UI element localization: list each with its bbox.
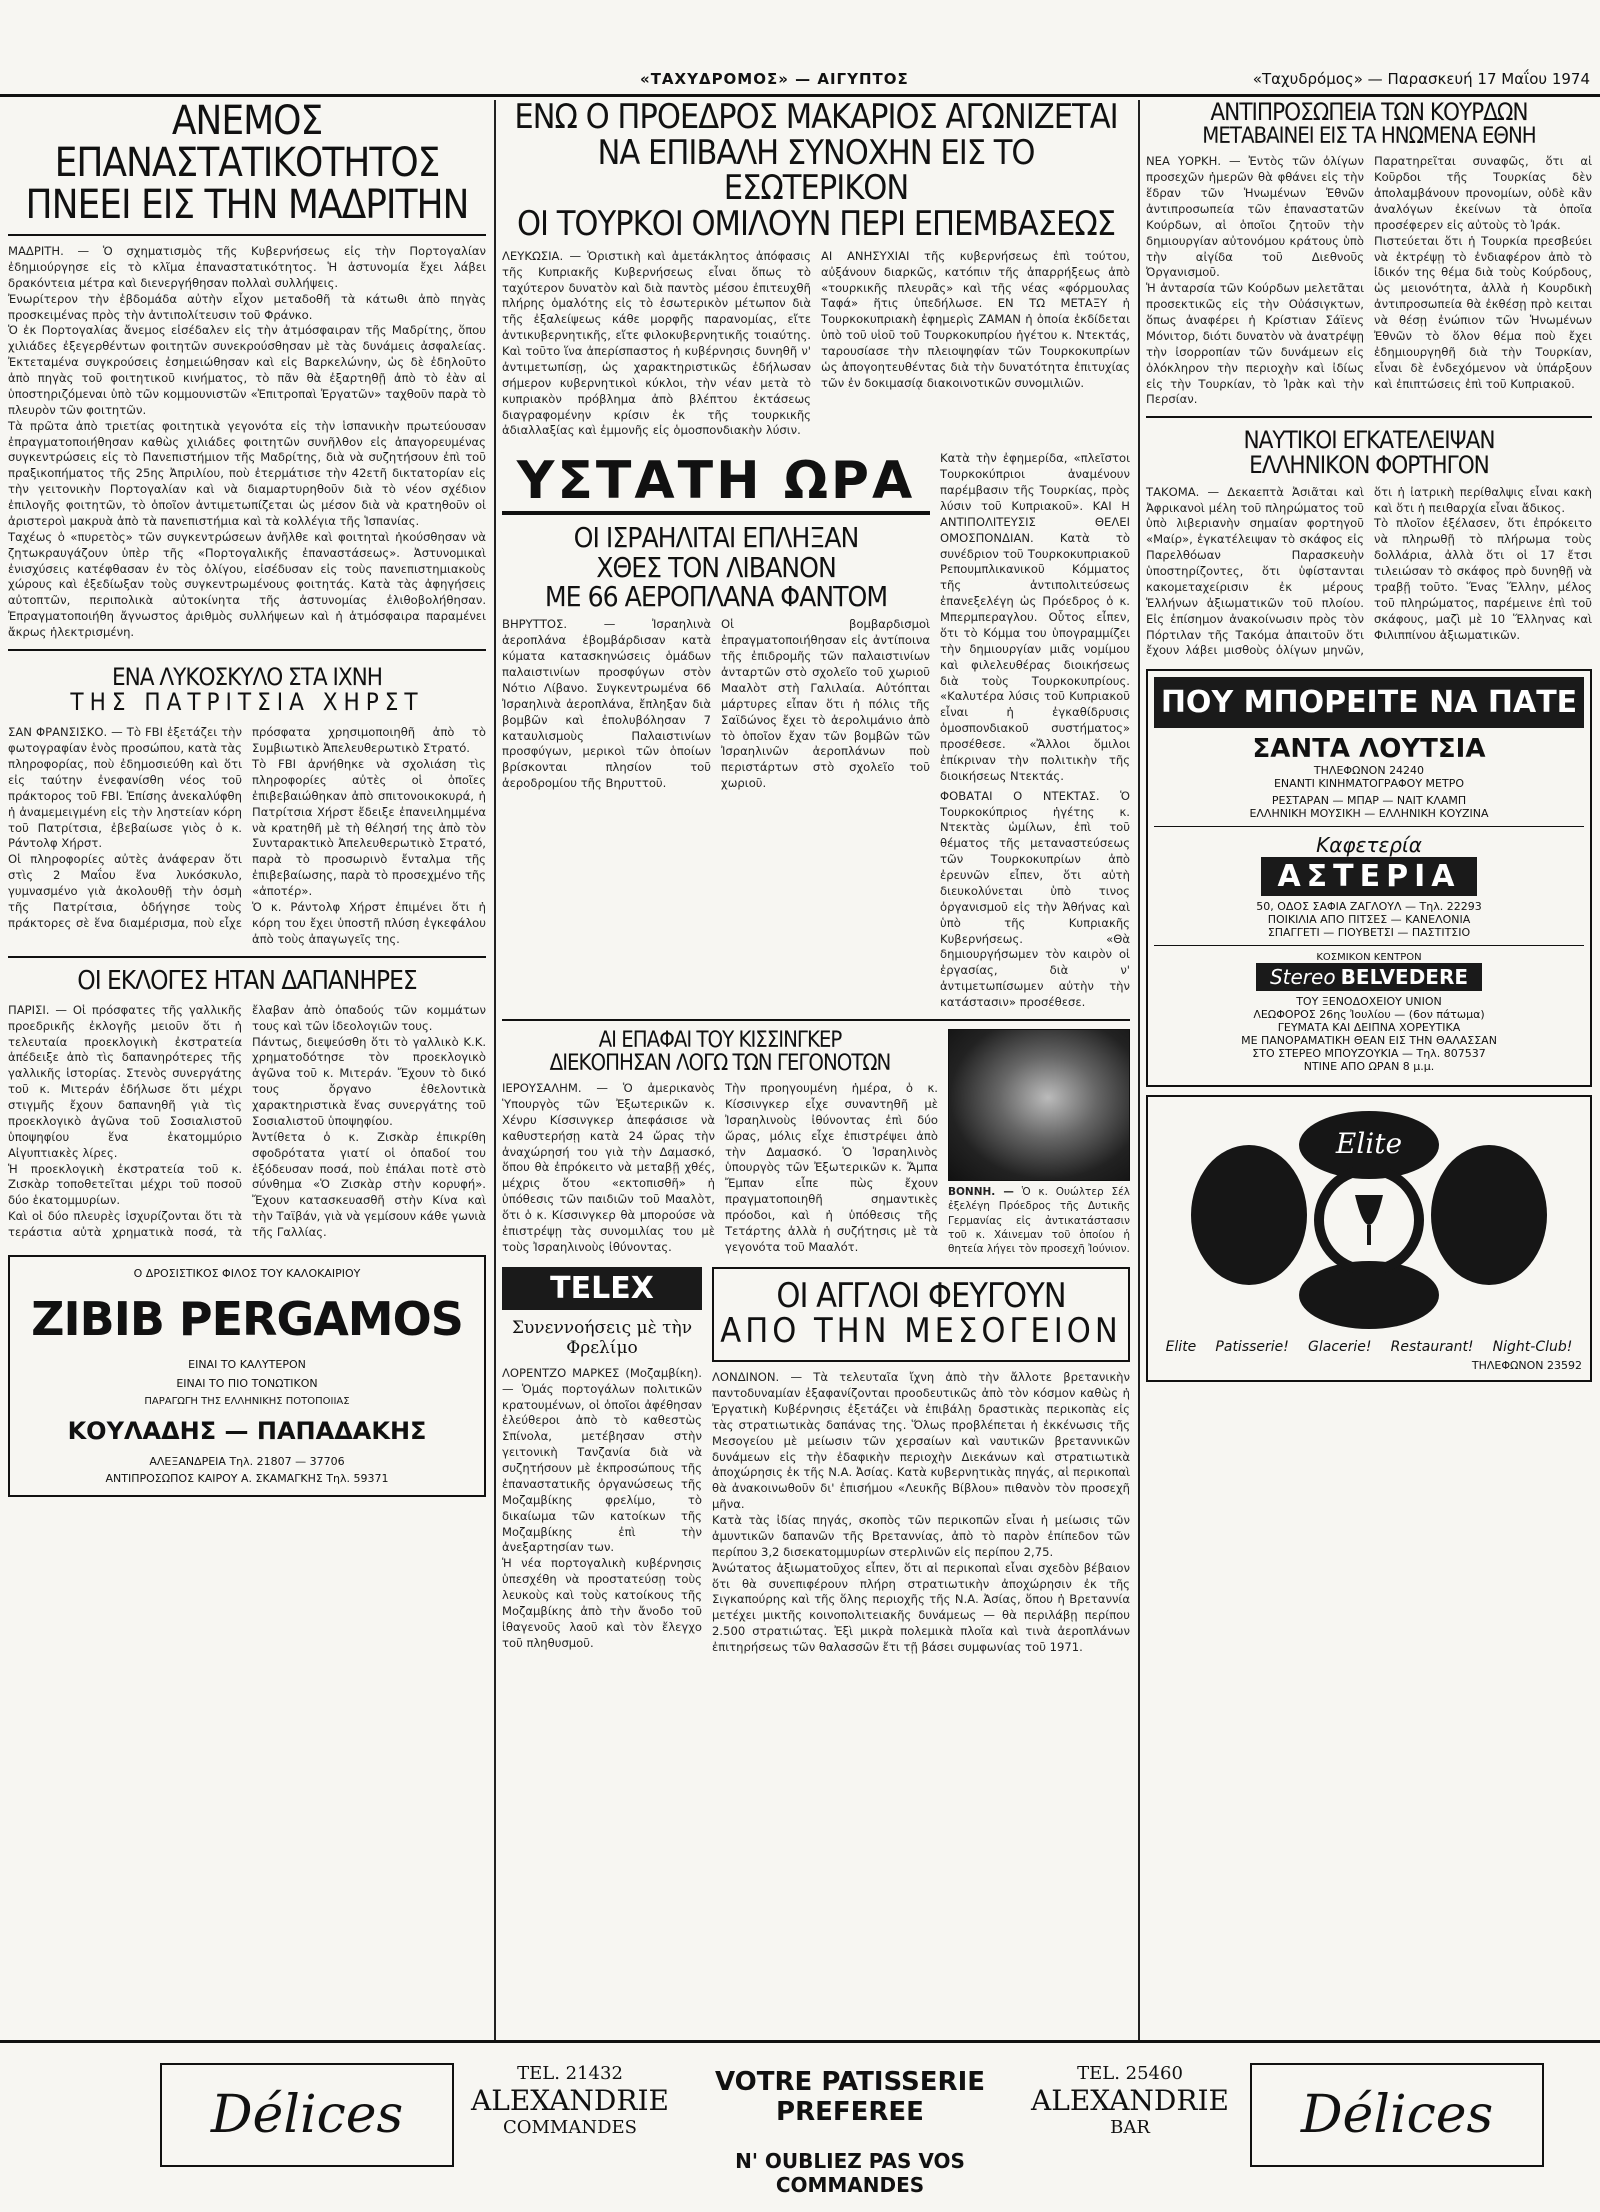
ad-text: Glacerie! [1308,1339,1372,1356]
ad-banner: ΠΟΥ ΜΠΟΡΕΙΤΕ ΝΑ ΠΑΤΕ [1154,677,1584,728]
article-makarios [502,249,1130,440]
article-paragraph: Ταχέως ὁ «πυρετὸς» τῶν συγκεντρώσεων ἀνῆλθε καὶ φοιτηταὶ ἠκούσθησαν νὰ ζητωκραυγάζουν ὑπὲρ τῆς «Πορτογαλικῆς ἐπαναστάσεως». Ἀστυνομικαὶ ἐνισχύσεις κατέφθασαν ἐν τὸς ὀλίγου, εἰσέδυσαν εἰς τοὺς πανεπιστημιακοὺς χώρους καὶ ἐξεδίωξαν τοὺς συγκεντρωμένους φοιτητάς. Κατὰ τὰς ἀφηγήσεις αὐτοπτῶν, περιπολικὰ αὐτοκίνητα τῆς ἀστυνομίας ἐλιθοβολήθησαν. Ἐπραγματοποιήθη ἄγνωστος ἀριθμὸς συλλήψεων καὶ ἡ ἀτμόσφαιρα παραμένει ἄκρως ἠλεκτρισμένη. [8,529,486,639]
column-right [1146,100,1592,1382]
ad-text: ΝΤΙΝΕ ΑΠΟ ΩΡΑΝ 8 μ.μ. [1303,1060,1435,1074]
article-paragraph: ΤΑΚΟΜΑ. — Δεκαεπτὰ Ἀσιᾶται καὶ Ἀφρικανοὶ μέλη τοῦ πληρώματος τοῦ ὑπὸ λιβεριανὴν σημαίαν φορτηγοῦ «Μαίρ», ἐγκατέλειψαν τὸ σκάφος εἰς Παρελθόωαν Παρασκευὴν ὑποστηρίζοντες, ὅτι ὑφίστανται κακομεταχείρισιν ἐκ μέρους Ἑλλήνων ἀξιωματικῶν τοῦ πλοίου. Εἰς ἐπίσημον ἀνακοίνωσιν πρὸς τὸν Πόρτιλαν τῆς Τακόμα ἀπαιτοῦν ὅτι ἔχουν λάβει μισθοὺς ὀλίγων μηνῶν, ὅτι ἡ ἰατρικὴ περίθαλψις εἶναι κακὴ καὶ ὅτι ἡ πειθαρχία εἶναι ἄδικος. [1146,484,1592,658]
ad-text: ΤΗΛΕΦΩΝΟΝ 23592 [1471,1359,1582,1373]
article-paragraph: Ἀντίθετα ὁ κ. Ζισκὰρ ἐπικρίθη σφοδρότατα γιατί οἱ ὀπαδοί του ἐξόδευσαν ποσά, ποὺ ἐπάλαι ποτὲ στὸ σύνθημα «Ὁ Ζισκὰρ στὴν κορυφή». Ἔχουν κατασκευασθῆ στὴν Κίνα καὶ τὴν Ταϊβάν, γιὰ νὰ γεμίσουν κάθε γωνιὰ τῆς Γαλλίας. [252,1129,486,1240]
article-paragraph: ΛΟΝΔΙΝΟΝ. — Τὰ τελευταῖα ἴχνη ἀπὸ τὴν ἄλλοτε βρετανικὴν παντοδυναμίαν ἐξαφανίζονται προοδευτικῶς ἀπὸ τὸν κόσμον καθὼς ἡ Ἐργατικὴ Κυβέρνησις ἐξετάζει νὰ ἐπιβάλῃ δραστικὰς περικοπὰς εἰς τὰς στρατιωτικὰς δαπάνας της. Ὅλως προβλέπεται ἡ ἐκκένωσις τῆς Μεσογείου μὲ μείωσιν τῶν χερσαίων καὶ ναυτικῶν βρεταννικῶν δυνάμεων εἰς τὴν ἐδαφικὴν περιοχὴν Διεκάνων καὶ στρατιωτικὰ ἀποχώρησις ἐκ τῆς Ν.Α. Ἀσίας. Κατὰ κυβερνητικὰς πηγάς, αἱ περικοπαὶ θὰ ἀνακοινωθοῦν δι' ἐπισήμου «Λευκῆς Βίβλου» πιθανὸν τὸν προσεχῆ μῆνα. [712,1370,1130,1512]
ad-text: TEL. 21432 [517,2063,623,2084]
masthead [0,64,1600,97]
telex-block [502,1267,702,1656]
article-paragraph: ΜΑΔΡΙΤΗ. — Ὁ σχηματισμὸς τῆς Κυβερνήσεως εἰς τὴν Πορτογαλίαν ἐδημιούργησε εἰς τὸ κλῖμα ἐπαναστατικότητος. Ἡ ἀστυνομία ἔχει λάβει δρακόντεια μέτρα καὶ διενεργήθησαν πολλαὶ συλλήψεις. [8,244,486,290]
article-paragraph: Οἱ πληροφορίες αὐτὲς ἀνάφεραν ὅτι στὶς 2 Μαΐου ἕνα λυκόσκυλο, γυμνασμένο γιὰ ἀκολουθῇ τὴν ὀσμὴ τῆς Πατρίτσια, ὁδήγησε τοὺς πράκτορες σὲ ἕνα διαμέρισμα, ποὺ εἶχε πρόσφατα χρησιμοποιηθῆ ἀπὸ τὸ Συμβιωτικὸ Ἀπελευθερωτικὸ Στρατό. [8,725,486,930]
ad-text: ΕΙΝΑΙ ΤΟ ΚΑΛΥΤΕΡΟΝ [188,1357,306,1371]
article-paragraph: ΛΕΥΚΩΣΙΑ. — Ὁριστικὴ καὶ ἀμετάκλητος ἀπόφασις τῆς Κυπριακῆς Κυβερνήσεως εἶναι ὅπως τὸ ταχύτερον δυνατὸν καὶ διὰ παντὸς μέσου ἐπιτευχθῆ πλήρης ὁμαλότης εἰς τὸ ἐσωτερικὸν μέτωπον διὰ τῆς ἐξαλείψεως κάθε μορφῆς παρανομίας, εἴτε ἀντικυβερνητικῆς, εἴτε φιλοκυβερνητικῆς τοιαύτης. Καὶ τοῦτο ἵνα ἀπερίσπαστος ἡ κυβέρνησις δυνηθῆ ν' ἀντιμετωπίσῃ, ὡς χαρακτηριστικῶς ἐδήλωσαν σήμερον κυβερνητικοὶ κύκλοι, τὴν νέαν μετὰ τὸ κυπριακὸν πρόβλημα ἀπὸ βλέπτου ἐκτάσεως διαγραφομένην κρίσιν ἐκ τῆς τουρκικῆς ἀδιαλλαξίας καὶ ἐμμονῆς εἰς ὁμοσπονδιακὴν λύσιν. [502,248,811,438]
late-news-block [502,451,930,1011]
ad-text: COMMANDES [502,2117,638,2138]
masthead-title: «ΤΑΧΥΔΡΟΜΟΣ» — ΑΙΓΥΠΤΟΣ [640,70,909,88]
late-news-banner: ΥΣΤΑΤΗ ΩΡΑ [502,451,930,515]
article-headline: ΟΙ ΤΟΥΡΚΟΙ ΟΜΙΛΟΥΝ ΠΕΡΙ ΕΠΕΜΒΑΣΕΩΣ [516,204,1116,245]
ad-belvedere [1154,946,1584,1079]
article-hearst [8,662,486,948]
masthead-date: «Ταχυδρόμος» — Παρασκευή 17 Μαΐου 1974 [1252,70,1590,88]
article-kurds [1146,100,1592,408]
ad-text: 50, ΟΔΟΣ ΣΑΦΙΑ ΖΑΓΛΟΥΛ — Τηλ. 22293 [1256,900,1482,914]
telex-banner: TELEX [502,1267,702,1310]
article-paragraph: Ἡ προεκλογικὴ ἐκστρατεία τοῦ κ. Ζισκὰρ τοποθετεῖται μέχρι τοῦ ποσοῦ δύο ἑκατομμυρίων. [8,1161,242,1208]
article-headline: ΝΑ ΕΠΙΒΑΛΗ ΣΥΝΟΧΗΝ ΕΙΣ ΤΟ ΕΣΩΤΕΡΙΚΟΝ [597,132,1035,209]
delices-logo: Délices [160,2063,454,2167]
article-paragraph: Καὶ οἱ δύο πλευρὲς ἰσχυρίζονται ὅτι τὰ τεράστια αὐτὰ χρηματικὰ ποσά, τὰ ἔλαβαν ἀπὸ ὀπαδούς τῶν κομμάτων τους καὶ τῶν ἰδεολογιῶν τους. [8,1002,486,1240]
ad-text: ΕΝΑΝΤΙ ΚΙΝΗΜΑΤΟΓΡΑΦΟΥ ΜΕΤΡΟ [1273,777,1464,791]
ad-text: ΑΛΕΞΑΝΔΡΕΙΑ Τηλ. 21807 — 37706 [149,1454,345,1468]
ad-where-to-go [1146,669,1592,1087]
article-headline: ΔΙΕΚΟΠΗΣΑΝ ΛΟΓΩ ΤΩΝ ΓΕΓΟΝΟΤΩΝ [549,1050,891,1076]
article-paragraph: Τὴν προηγουμένη ἡμέρα, ὁ κ. Κίσσινγκερ εἶχε συναντηθῆ μὲ Ἰσραηλινοὺς ἰθύνοντας ἐπὶ δύο ὥρας, μόλις εἶχε ἐπιστρέψει ἀπὸ τὴν Δαμασκό. Ὁ Ἰσραηλινὸς ὑπουργὸς τῶν Ἐξωτερικῶν κ. Ἄμπα Ἔμπαν εἶπε πὼς ἔχουν πραγματοποιηθῆ σημαντικὲς πρόοδοι, καὶ ἡ ὑπόθεσις τῆς Τετάρτης ἀλλὰ ἡ συζήτησις μὲ τὰ γεγονότα τοῦ Μααλότ. [725,1081,938,1254]
article-paragraph: Παρατηρεῖται συναφῶς, ὅτι αἱ Κοῦρδοι τῆς Τουρκίας δὲν ἀπολαμβάνουν προνομίων, οὐδὲ κἂν ἀναλόγων ἐκείνων τὰ ὁποῖα προσέφερεν εἰς αὐτοὺς τὸ Ἰράκ. [1374,154,1592,232]
article-paragraph: Πάντως, διεψεύσθη ὅτι τὸ γαλλικὸ Κ.Κ. χρηματοδότησε τὸν προεκλογικὸ ἀγῶνα τοῦ κ. Μιτεράν. Ἔχουν τὸ δικό τους ὄργανο ἐθελοντικὰ χαρακτηριστικὰ ἕνας συνεργάτης τοῦ Σοσιαλιστοῦ ὑποψηφίου. [252,1034,486,1128]
article-paragraph: Ὁ ἐκ Πορτογαλίας ἄνεμος εἰσέδαλεν εἰς τὴν ἀτμόσφαιραν τῆς Μαδρίτης, ὅπου χιλιάδες ἐξεγερθέντων φοιτητῶν συνεκρούσθησαν μὲ τὰς δυνάμεις ἀσφαλείας. Ἐκτεταμένα συγκρούσεις ἐσημειώθησαν καὶ εἰς Βαρκελώνην, ὡς δὲ ἐδηλοῦτο ἀπὸ πηγὰς τοῦ φοιτητικοῦ κινήματος, τὸ πᾶν θὰ ἐξαρτηθῇ ἀπὸ τὸ ἐὰν αἱ ὑποστηριζόμεναι ὑπὸ τῶν κομμουνιστῶν «Ἐπιτροπαὶ Ἐργατῶν» ταχθοῦν παρὰ τὸ πλευρὸν τῶν φοιτητῶν. [8,323,486,417]
ad-text: Patisserie! [1215,1339,1289,1356]
article-paragraph: ΠΑΡΙΣΙ. — Οἱ πρόσφατες τῆς γαλλικῆς προεδρικῆς ἐκλογῆς μειοῦν ὅτι ἡ τελευταία προεκλογικὴ ἐκστρατεία ἀπέδειξε ἀπὸ τὶς δαπανηρότερες τῆς γαλλικῆς ἱστορίας. Στενὸς συνεργάτης τοῦ κ. Μιτεράν ἐδήλωσε ὅτι μέχρι στιγμῆς ἔχουν δαπανηθῆ γιὰ τὶς προεκλογικὸ ἀγῶνα τοῦ Σοσιαλιστοῦ ὑποψηφίου ἕνα ἑκατομμύριο Αἰγυπτιακὲς λίρες. [8,1002,242,1160]
article-paragraph: Ἀνώτατος ἀξιωματοῦχος εἶπεν, ὅτι αἱ περικοπαὶ εἶναι σχεδὸν βέβαιον ὅτι θὰ συνεπιφέρουν πλήρη στρατιωτικὴν ἀποχώρησιν ἐκ τῆς Σιγκαπούρης καὶ τῆς ὅλης περιοχῆς τῆς Ν.Α. Ἀσίας, ὅπου ἡ Βρεταννία μετέχει μικτῆς κοινοπολιτειακῆς δυνάμεως — θὰ περιλάβῃ περίπου 2.500 στρατιώτας. Ἐξὶ μικρὰ πολεμικὰ πλοῖα καὶ τινὰ ἀεροπλάνων ἐπιτηρήσεως τῶν θαλασσῶν ἔτι τῇ βάσει συμφωνίας τοῦ 1971. [712,1560,1130,1654]
column-divider [494,100,496,2040]
article-headline: ΟΙ ΙΣΡΑΗΛΙΤΑΙ ΕΠΛΗΞΑΝ [573,521,859,555]
column-divider [1138,100,1140,2040]
article-headline: ΕΝΩ Ο ΠΡΟΕΔΡΟΣ ΜΑΚΑΡΙΟΣ ΑΓΩΝΙΖΕΤΑΙ [514,97,1118,137]
article-paragraph: Τὸ πλοῖον ἐξέλασεν, ὅτι ἐπρόκειτο νὰ πληρωθῇ τὸ πλήρωμα τοὺς δολλάρια, ἀλλὰ ὅτι οἱ 17 ἔτσι τιλειώσαν τὸ σκάφος πρὸ δυνηθῇ νὰ τραβῇ τοῦτο. Ἕνας Ἕλλην, μέλος τοῦ πληρώματος, παρέμεινε ἐπὶ τοῦ σκάφους, μαζὶ μὲ 10 Ἕλληνας καὶ Φιλιππίνου ἀξιωματικῶν. [1374,516,1592,642]
ad-text: ΜΕ ΠΑΝΟΡΑΜΑΤΙΚΗ ΘΕΑΝ ΕΙΣ ΤΗΝ ΘΑΛΑΣΣΑΝ [1241,1034,1497,1048]
portrait-photo [948,1029,1130,1181]
ad-text: ΠΟΙΚΙΛΙΑ ΑΠΟ ΠΙΤΣΕΣ — ΚΑΝΕΛΟΝΙΑ [1267,913,1471,927]
photo-block [948,1029,1130,1257]
article-paragraph: ΝΕΑ ΥΟΡΚΗ. — Ἐντὸς τῶν ὀλίγων προσεχῶν ἡμερῶν θὰ φθάνει εἰς τὴν ἕδραν τῶν Ἡνωμένων Ἐθνῶν ἀντιπροσωπεία τῶν ἐπαναστατῶν Κούρδων, αἱ ὁποῖοι ζητοῦν τὴν δημιουργίαν αὐτονόμου κράτους ὑπὸ τὴν αἰγίδα τοῦ Διεθνοῦς Ὀργανισμοῦ. [1146,154,1364,280]
article-headline: ΟΙ ΕΚΛΟΓΕΣ ΗΤΑΝ ΔΑΠΑΝΗΡΕΣ [77,965,417,996]
article-headline: ΝΑΥΤΙΚΟΙ ΕΓΚΑΤΕΛΕΙΨΑΝ [1243,426,1495,455]
article-headline: ΜΕ 66 ΑΕΡΟΠΛΑΝΑ ΦΑΝΤΟΜ [544,580,888,614]
ad-text: VOTRE PATISSERIE PREFEREE [714,2067,986,2127]
article-headline: ΑΝΤΙΠΡΟΣΩΠΕΙΑ ΤΩΝ ΚΟΥΡΔΩΝ [1210,98,1528,126]
article-headline: ΟΙ ΑΓΓΛΟΙ ΦΕΥΓΟΥΝ [776,1275,1066,1316]
ad-text: ALEXANDRIE [1031,2084,1229,2117]
article-kissinger [502,1029,938,1257]
ad-text: Night-Club! [1492,1339,1573,1356]
article-elections [8,965,486,1241]
article-headline: ΧΘΕΣ ΤΟΝ ΛΙΒΑΝΟΝ [596,550,836,584]
article-paragraph: Ἡ ἀνταρσία τῶν Κούρδων μελετᾶται προσεκτικῶς εἰς τὴν Οὐάσιγκτων, ὅπως ἀναφέρει ἡ Κρίστιαν Σάϊενς Μόνιτορ, διότι δυνατὸν νὰ ἀνατρέψῃ τὴν ἰσορροπίαν τῶν δυνάμεων εἰς ὁλόκληρον τὴν περιοχὴν καὶ ἰδίως εἰς τὴν Τουρκίαν, τὸ Ἰρὰκ καὶ τὴν Περσίαν. [1146,281,1364,407]
ad-text: ΑΝΤΙΠΡΟΣΩΠΟΣ ΚΑΙΡΟΥ Α. ΣΚΑΜΑΓΚΗΣ Τηλ. 59371 [105,1471,389,1485]
article-headline: ΑΠΟ ΤΗΝ ΜΕΣΟΓΕΙΟΝ [720,1311,1122,1352]
article-paragraph: ΦΟΒΑΤΑΙ Ο ΝΤΕΚΤΑΣ. Ὁ Τουρκοκύπριος ἡγέτης κ. Ντεκτὰς ὡμίλων, ἐπὶ τοῦ θέματος τῆς μεταναστεύσεως τῶν Τουρκοκυπρίων ἀπὸ ἐρευνῶν εἶπεν, ὅτι αὐτὴ διευκολύνεται ὑπὸ τινος ὀργανισμοῦ εἰς τὴν Ἀθήνας καὶ ὑπὸ τῆς Κυπριακῆς Κυβερνήσεως. «Θὰ δημιουργήσωμεν τὸν καιρὸν οἱ ἐργασίας, διὰ ν' ἀντιμετωπίσωμεν αὐτὴν τὴν κατάστασιν» προσέθεσε. [940,788,1130,1009]
article-headline: ΕΝΑ ΛΥΚΟΣΚΥΛΟ ΣΤΑ ΙΧΝΗ [111,662,383,691]
article-sailors [1146,428,1592,659]
ad-script: Καφετερία [1316,833,1422,858]
article-paragraph: ΛΟΡΕΝΤΖΟ ΜΑΡΚΕΣ (Μοζαμβίκη). — Ὁμάς πορτογάλων πολιτικῶν κρατουμένων, οἱ ὁποῖοι ἀφέθησαν ἐλεύθεροι ἀπὸ τὸ καθεστὼς Σπίνολα, μετέβησαν στὴν γειτονικὴ Τανζανία διὰ νὰ συζητήσουν μὲ ἐκπροσώπους τῆς ἐπαναστατικῆς ὀργανώσεως τῆς Μοζαμβίκης φρελίμο, τὸ δικαίωμα τῶν κατοίκων τῆς Μοζαμβίκης ἐπὶ τὴν ἀνεξαρτησίαν των. [502,1365,702,1555]
ad-text: ΣΠΑΓΓΕΤΙ — ΓΙΟΥΒΕΤΣΙ — ΠΑΣΤΙΤΣΙΟ [1267,926,1471,940]
article-paragraph: Οἱ βομβαρδισμοὶ ἐπραγματοποιήθησαν εἰς ἀντίποινα τῆς ἐπιδρομῆς τῶν παλαιστινίων ἀνταρτῶν στὸ σχολεῖο τοῦ χωριοῦ Μααλὸτ στὴ Γαλιλαία. Αὐτόπται μάρτυρες εἶπαν ὅτι ἡ πόλις τῆς Σαϊδώνος ἔχει τὸ ἀερολιμάνιο ἀπὸ τὸ ὁποῖον ἔχαν τῶν βομβῶν τῶν Ἰσραηλινῶν ἀεροπλάνων ποὺ περιστάρτων στὸ σχολεῖο τοῦ χωριοῦ. [721,617,930,791]
ad-text: Ο ΔΡΟΣΙΣΤΙΚΟΣ ΦΙΛΟΣ ΤΟΥ ΚΑΛΟΚΑΙΡΙΟΥ [133,1266,361,1280]
ad-text: TEL. 25460 [1077,2063,1183,2084]
photo-caption-title: ΒΟΝΝΗ. — [948,1185,1014,1198]
article-paragraph: Ὁ κ. Ράντολφ Χήρστ ἐπιμένει ὅτι ἡ κόρη του ἔχει ὑποστῆ πλύση ἐγκεφάλου ἀπὸ τοὺς ἀπαγωγεῖς της. [252,899,486,946]
article-headline: ΑΙ ΕΠΑΦΑΙ ΤΟΥ ΚΙΣΣΙΝΓΚΕΡ [598,1027,842,1053]
ad-zibib [8,1255,486,1497]
ad-text: ΡΕΣΤΑΡΑΝ — ΜΠΑΡ — ΝΑΙΤ ΚΛΑΜΠ [1271,794,1467,808]
column-left [8,100,486,1497]
article-headline: ΤΗΣ ΠΑΤΡΙΤΣΙΑ ΧΗΡΣΤ [70,688,424,717]
article-headline: ΠΝΕΕΙ ΕΙΣ ΤΗΝ ΜΑΔΡΙΤΗΝ [25,182,469,228]
article-paragraph: Κατὰ τὴν ἐφημερίδα, «πλεῖστοι Τουρκοκύπριοι ἀναμένουν παρέμβασιν τῆς Τουρκίας, πρὸς λύσιν τοῦ Κυπριακοῦ». ΚΑΙ Η ΑΝΤΙΠΟΛΙΤΕΥΣΙΣ ΘΕΛΕΙ ΟΜΟΣΠΟΝΔΙΑΝ. Κατὰ τὸ συνέδριον τοῦ Τουρκοκυπριακοῦ Ρεπουμπλικανικοῦ Κόμματος τῆς ἀντιπολιτεύσεως ἐπανεξελέγη ὡς Πρόεδρος ὁ κ. Μπερμπεραγλου. Οὗτος εἶπεν, ὅτι τὸ Κόμμα του ὑπογραμμίζει τὴν δημιουργίαν μιᾶς νομίμου καὶ φιλελευθέρας διοικήσεως διὰ τοὺς Τουρκοκυπρίους. «Καλυτέρα λύσις τοῦ Κυπριακοῦ εἶναι ἡ ἐγκαθίδρυσις ὁμοσπονδιακοῦ συστήματος» προσέθεσε. «Ἄλλοι ὅμιλοι ἐπίκριναν τὴν πολιτικὴν τῆς διοικήσεως Ντεκτάς. [940,451,1130,783]
article-paragraph: Τὰ πρῶτα ἀπὸ τριετίας φοιτητικὰ γεγονότα εἰς τὴν ἱσπανικὴν πρωτεύουσαν ἐπραγματοποιήθησαν καθὼς χιλιάδες φοιτητῶν συνῆλθον εἰς ἀπαγορευμένας συγκεντρώσεις εἰς τὸ Πανεπιστήμιον τῆς Μαδρίτης, διὰ νὰ συζητήσουν ἐπὶ τοῦ πραξικοπήματος τῆς 25ης Ἀπριλίου, ποὺ ἐτερμάτισε τὴν 42ετῆ δικτατορίαν εἰς τὴν γειτονικὴν Πορτογαλίαν καὶ νὰ διαμαρτυρηθοῦν διὰ τὸ νέον σχέδιον ἐπιλογῆς φοιτητῶν, τὸ ὁποῖον ἀντιμετωπίζεται ὡς μέσον διὰ νὰ κρατηθοῦν οἱ ἀριστεροὶ μακρυὰ ἀπὸ τὰ πανεπιστήμια καὶ τὰ κολλέγια τῆς Ἱσπανίας. [8,418,486,528]
article-paragraph: ΣΑΝ ΦΡΑΝΣΙΣΚΟ. — Τὸ FBI ἐξετάζει τὴν φωτογραφίαν ἑνὸς προσώπου, κατὰ τὰς πληροφορίας, ποὺ ἐδημοσιεύθη καὶ ὅτι εἰς ταύτην ἐνεφανίσθη νέος τοῦ πράκτορος τοῦ FBI. Ἐπίσης ἀνεκαλύφθη ἡ ἀναμεμειγμένη εἰς τὴν ληστείαν κόρη τοῦ Πατρίτσια, ἐβεβαίωσε γιὸς ὁ κ. Ράντολφ Χήρστ. [8,725,242,851]
delices-logo: Délices [1250,2063,1544,2167]
ad-text: ΛΕΩΦΟΡΟΣ 26ης Ἰουλίου — (6ον πάτωμα) [1253,1008,1485,1022]
ad-asteria [1154,827,1584,946]
ad-santa-lucia [1154,728,1584,827]
telex-subhead: Συνεννοήσεις μὲ τὴν Φρελίμο [511,1317,693,1358]
ad-text: ΣΤΟ ΣΤΕΡΕΟ ΜΠΟΥΖΟΥΚΙΑ — Τηλ. 807537 [1252,1047,1486,1061]
ad-text: ΠΑΡΑΓΩΓΗ ΤΗΣ ΕΛΛΗΝΙΚΗΣ ΠΟΤΟΠΟΙΙΑΣ [144,1395,350,1407]
article-headline: ΕΛΛΗΝΙΚΟΝ ΦΟΡΤΗΓΟΝ [1249,451,1489,480]
article-paragraph: Ἡ νέα πορτογαλικὴ κυβέρνησις ὑπεσχέθη νὰ προστατεύσῃ τοὺς λευκοὺς καὶ τοὺς κατοίκους τῆς Μοζαμβίκης ἀπὸ τὴν ἄνοδο τοῦ ἰθαγενοῦς λαοῦ καὶ τὸν ἔλεγχο τοῦ πληθυσμοῦ. [502,1556,702,1650]
article-paragraph: Τὸ FBI ἀρνήθηκε νὰ σχολιάση τὶς πληροφορίες αὐτὲς οἱ ὁποῖες ἐπιβεβαιώθηκαν ἀπὸ σπιτονοικοκυρά, ἡ Πατρίτσια Χήρστ ἔδειξε ἐπανειλημμένα νὰ κρατηθῆ μὲ τὴ θέλησή της ἀπὸ τὸν Συνταρακτικὸ Ἀπελευθερωτικὸ Στρατό, παρὰ τὸ προσωρινὸ ἔνταλμα τῆς ἐπιβεβαίωσης, παρὰ τὸ προσεχμένο τῆς «ἀποτέρ». [252,757,486,898]
article-headline: ΜΕΤΑΒΑΙΝΕΙ ΕΙΣ ΤΑ ΗΝΩΜΕΝΑ ΕΘΝΗ [1202,124,1536,150]
article-paragraph: ΑΙ ΑΝΗΣΥΧΙΑΙ τῆς κυβερνήσεως ἐπὶ τούτου, αὐξάνουν διαρκῶς, κατόπιν τῆς ἀπαρρήξεως ἀπὸ «τουρκικῆς πλευρᾶς» καὶ τῆς νέας «φόρμουλας Ταφά» ἥτις ὑπεδήλωσε. ΕΝ ΤΩ ΜΕΤΑΞΥ ἡ Τουρκοκυπριακὴ ἐφημερὶς ΖΑΜΑΝ ἡ ὁποία ἐκδίδεται ὑπὸ τοῦ υἱοῦ τοῦ Τουρκοκυπρίου ἡγέτου κ. Ντεκτάς, ταρουσίασε τὴν πλειοψηφίαν τῶν Τουρκοκυπρίων ὡς ἀπογοητευθέντας διὰ τὴν δυνατότητα ἐπιτυχίας τῶν ἐν δοκιμασίᾳ διακοινοτικῶν συνομιλιῶν. [821,248,1130,390]
ad-text: Elite [1165,1339,1197,1356]
ad-text: ΕΙΝΑΙ ΤΟ ΠΙΟ ΤΟΝΩΤΙΚΟΝ [176,1376,318,1390]
ad-name: ΣΑΝΤΑ ΛΟΥΤΣΙΑ [1252,734,1486,765]
elite-logo-art [1159,1105,1579,1335]
ad-text: ΤΗΛΕΦΩΝΟΝ 24240 [1313,764,1425,778]
ad-text: ΚΟΣΜΙΚΟΝ ΚΕΝΤΡΟΝ [1316,952,1422,964]
ad-text: BAR [1110,2117,1150,2138]
article-paragraph: Πιστεύεται ὅτι ἡ Τουρκία πρεσβεύει νὰ ἐκτρέψῃ τὸ ἐνδιαφέρον ἀπὸ τὸ ἰδικόν της θέμα διὰ τοὺς Κούρδους, ὡς μειονότητα, ἀλλὰ ἡ Κουρδικὴ ἀντιπροσωπεία θὰ ἐκθέσῃ πρὸ κειται νὰ θέσῃ ἐνώπιον τῶν Ἡνωμένων Ἐθνῶν τὸ ὅλον θέμα ποὺ ἔχει ἐδημιουργηθῆ διὰ τὴν Τουρκίαν, εἶναι δὲ ἐνδεχόμενον νὰ ὑπάρξουν καὶ ἐπιπτώσεις ἐπὶ τοῦ Κυπριακοῦ. [1374,233,1592,391]
article-paragraph: Κατὰ τὰς ἰδίας πηγάς, σκοπὸς τῶν περικοπῶν εἶναι ἡ μείωσις τῶν ἀμυντικῶν δαπανῶν τῆς Βρεταννίας, ἀπὸ τὸ παρὸν ἐπίπεδον τῶν περίπου 3,2 δισεκατομμυρίων στερλινῶν εἰς περίπου 2,75. [712,1513,1130,1559]
ad-name: BELVEDERE [1340,965,1469,990]
article-paragraph: ΒΗΡΥΤΤΟΣ. — Ἰσραηλινὰ ἀεροπλάνα ἐβομβάρδισαν κατὰ κύματα κατασκηνώσεις ὁμάδων παλαιστινίων προσφύγων στὸν Νότιο Λίβανο. Συγκεντρωμένα 66 Ἰσραηλινὰ ἀεροπλάνα, ἔπληξαν διὰ βομβῶν καὶ ἐπολυβόλησαν 7 καταυλισμοὺς Παλαιστινίων προσφύγων, μερικοὶ τῶν ὁποίων βρίσκονται πλησίον τοῦ ἀεροδρομίου τῆς Βηρυττοῦ. [502,617,711,791]
ad-elite [1146,1095,1592,1382]
footer-ad [0,2040,1600,2203]
article-paragraph: ΙΕΡΟΥΣΑΛΗΜ. — Ὁ ἀμερικανὸς Ὑπουργὸς τῶν Ἐξωτερικῶν κ. Χένρυ Κίσσινγκερ ἀπεφάσισε νὰ καθυστερήσῃ κατὰ 24 ὥρας τὴν ἀναχώρησή του γιὰ τὴν Δαμασκό, ὅπου θὰ ἐπρόκειτο νὰ μεταβῇ χθές, μέχρις ὅτου «εκτοπισθῆ» ἡ ὑπόθεσις τῶν παιδιῶν τοῦ Μααλὸτ, ὅτι ὁ κ. Κίσσινγκερ θὰ μπορούσε νὰ ἐπιστρέψῃ τὰς συνομιλίας του μὲ τοὺς Ἰσραηλινοὺς ἰθύνοντας. [502,1081,715,1254]
ad-text: ΓΕΥΜΑΤΑ ΚΑΙ ΔΕΙΠΝΑ ΧΟΡΕΥΤΙΚΑ [1277,1021,1461,1035]
article-paragraph: Ἐνωρίτερον τὴν ἑβδομάδα αὐτὴν εἶχον μεταδοθῆ τὰ κάτωθι ἀπὸ πηγὰς προσκειμένας πρὸς τὴν ἀντιπολίτευσιν τοῦ Φράνκο. [8,291,486,322]
column-center [502,97,1131,1656]
article-headline: ΑΝΕΜΟΣ ΕΠΑΝΑΣΤΑΤΙΚΟΤΗΤΟΣ [54,98,440,186]
photo-caption: Ὁ κ. Ουώλτερ Σέλ ἐξελέγη Πρόεδρος τῆς Δυτικῆς Γερμανίας εἰς ἀντικατάστασιν τοῦ κ. Χάινεμαν τοῦ ὁποίου ἡ θητεία λήγει τὸν προσεχῆ Ἰούνιον. [948,1185,1131,1256]
article-britain [712,1267,1130,1656]
ad-script: Stereo [1269,965,1336,990]
ad-text: ALEXANDRIE [471,2084,669,2117]
ad-maker: ΚΟΥΛΑΔΗΣ — ΠΑΠΑΔΑΚΗΣ [67,1416,427,1445]
ad-brand: ZIBIB PERGAMOS [31,1291,463,1346]
ad-text: N' OUBLIEZ PAS VOS COMMANDES [735,2149,965,2197]
ad-name: ΑΣΤΕΡΙΑ [1261,857,1476,896]
ad-text: Restaurant! [1390,1339,1474,1356]
article-madrid [8,100,486,641]
ad-text: ΤΟΥ ΞΕΝΟΔΟΧΕΙΟΥ UNION [1296,995,1442,1009]
elite-word: Elite [1335,1127,1403,1161]
ad-text: ΕΛΛΗΝΙΚΗ ΜΟΥΣΙΚΗ — ΕΛΛΗΝΙΚΗ ΚΟΥΖΙΝΑ [1249,807,1489,821]
